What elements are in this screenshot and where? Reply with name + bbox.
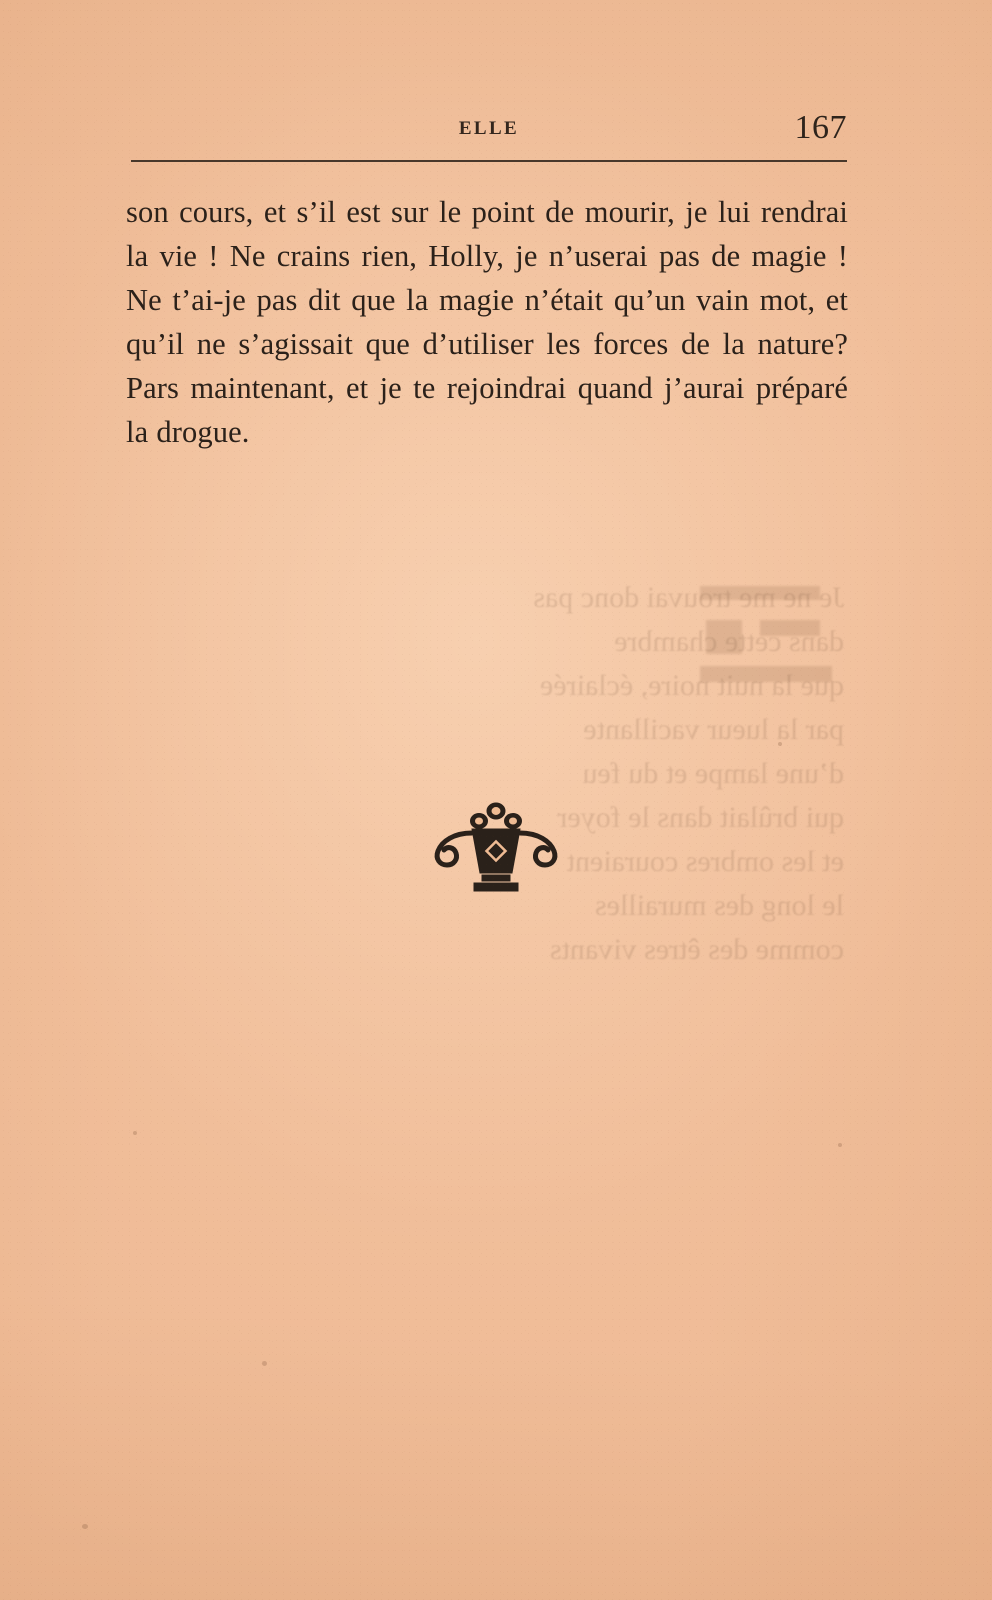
show-through-line: Je ne me trouvai donc pas xyxy=(533,581,844,614)
show-through-line: dans cette chambre xyxy=(614,625,844,658)
vase-scrollwork-icon xyxy=(416,795,576,905)
ornament xyxy=(0,795,992,905)
paper-speck xyxy=(778,742,782,746)
header-rule xyxy=(131,160,847,162)
show-through-line: comme des êtres vivants xyxy=(549,933,844,966)
body-text xyxy=(126,190,848,454)
show-through-line: le long des murailles xyxy=(594,889,844,922)
page-number: 167 xyxy=(794,109,847,146)
show-through-line: par la lueur vacillante xyxy=(583,713,844,746)
show-through-ornament xyxy=(700,580,840,690)
show-through-line: qui brûlait dans le foyer xyxy=(557,801,844,834)
paper-speck xyxy=(82,1524,88,1529)
show-through-text xyxy=(128,576,844,972)
paper-speck xyxy=(133,1131,137,1135)
paragraph: son cours, et s’il est sur le point de mourir, je lui rendrai la vie ! Ne crains rien, Holly, je n’userai pas de magie ! Ne t’ai-je pas dit que la magie n’était qu’un vain mot, et qu’il ne s’agissait que d’utiliser les forces de la nature? Pars maintenant, et je te rejoindrai quand j’aurai préparé la drogue. xyxy=(126,195,848,449)
paper-speck xyxy=(838,1143,842,1147)
show-through-line: que la nuit noire, éclairée xyxy=(539,669,844,702)
show-through-line: d’une lampe et du feu xyxy=(582,757,844,790)
page-header xyxy=(131,109,847,154)
running-head: ELLE xyxy=(458,118,520,139)
show-through-line: et les ombres couraient xyxy=(566,845,844,878)
paper-speck xyxy=(262,1361,267,1366)
